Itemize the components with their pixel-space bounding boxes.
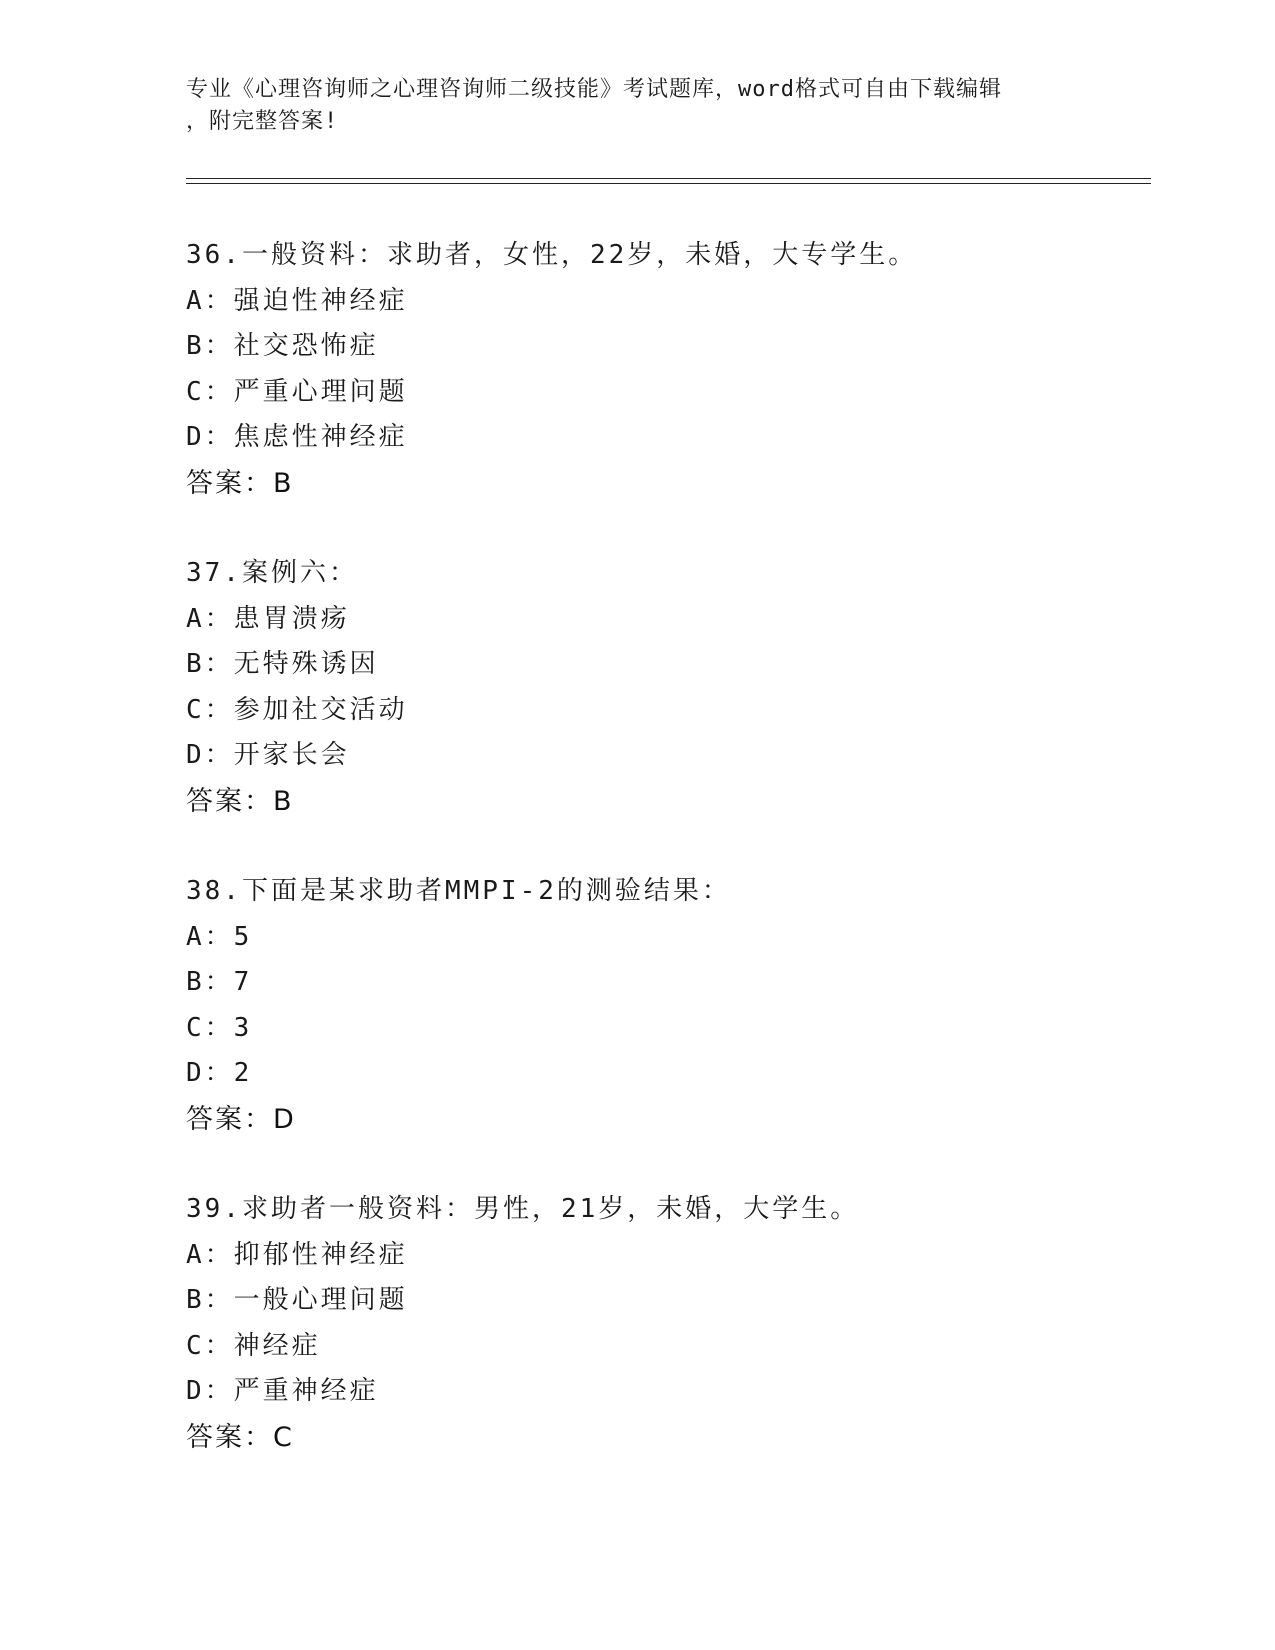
option-a: A：抑郁性神经症 xyxy=(186,1239,408,1270)
option-a: A：患胃溃疡 xyxy=(186,603,350,634)
option-a: A：强迫性神经症 xyxy=(186,285,408,316)
answer-line: 答案：C xyxy=(186,1421,294,1453)
document-header xyxy=(186,74,1066,138)
question-38 xyxy=(186,869,1086,1142)
option-d: D：严重神经症 xyxy=(186,1376,379,1406)
question-37 xyxy=(186,551,1086,824)
question-stem: 36.一般资料：求助者，女性，22岁，未婚，大专学生。 xyxy=(186,240,918,270)
question-stem: 37.案例六： xyxy=(186,558,358,588)
answer-line: 答案：B xyxy=(186,785,294,817)
option-c: C：神经症 xyxy=(186,1330,321,1361)
option-b: B：无特殊诱因 xyxy=(186,649,379,679)
question-39 xyxy=(186,1187,1086,1460)
question-stem: 39.求助者一般资料：男性，21岁，未婚，大学生。 xyxy=(186,1194,860,1224)
option-b: B：7 xyxy=(186,967,253,997)
question-36 xyxy=(186,233,1086,506)
option-d: D：焦虑性神经症 xyxy=(186,422,408,452)
question-stem: 38.下面是某求助者MMPI-2的测验结果： xyxy=(186,876,731,906)
answer-line: 答案：D xyxy=(186,1103,296,1135)
option-b: B：一般心理问题 xyxy=(186,1285,408,1315)
header-divider-top xyxy=(186,178,1151,179)
option-c: C：参加社交活动 xyxy=(186,694,408,725)
option-c: C：3 xyxy=(186,1012,253,1043)
option-d: D：开家长会 xyxy=(186,740,350,770)
option-a: A：5 xyxy=(186,921,253,952)
option-b: B：社交恐怖症 xyxy=(186,331,379,361)
option-c: C：严重心理问题 xyxy=(186,376,408,407)
header-subtitle-line: ，附完整答案! xyxy=(186,109,339,134)
answer-line: 答案：B xyxy=(186,467,294,499)
option-d: D：2 xyxy=(186,1058,253,1088)
header-divider-bottom xyxy=(186,183,1151,184)
header-title-line: 专业《心理咨询师之心理咨询师二级技能》考试题库，word格式可自由下载编辑 xyxy=(186,77,1002,102)
